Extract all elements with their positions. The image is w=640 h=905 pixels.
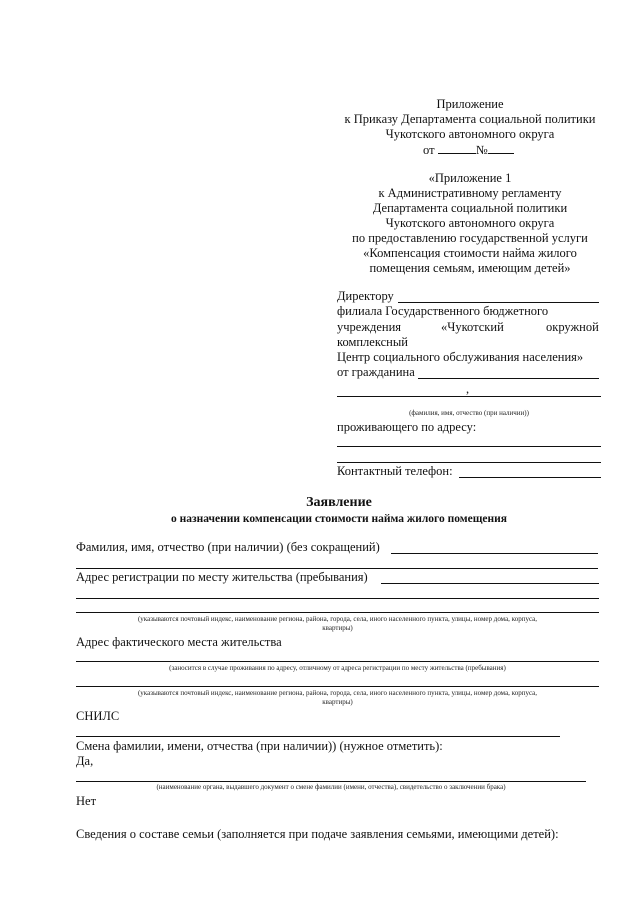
branch-line: филиала Государственного бюджетного — [337, 304, 549, 318]
document-subtitle: о назначении компенсации стоимости найма жилого помещения — [171, 513, 507, 525]
name-change-doc-hint: (наименование органа, выдавшего документ о смене фамилии (имени, отчества), свидетельство о заключении брака) — [156, 783, 506, 791]
actual-address-hint-3: квартиры) — [322, 698, 353, 706]
number-sign: № — [475, 143, 488, 157]
director-line[interactable] — [398, 302, 599, 303]
reg-address-line-2[interactable] — [76, 598, 599, 599]
reg-address-hint-2: квартиры) — [322, 624, 353, 632]
header-date-number — [423, 142, 514, 158]
institution-word-2: «Чукотский — [441, 320, 504, 334]
comma-mark: , — [466, 382, 470, 396]
actual-address-line-1[interactable] — [76, 661, 599, 662]
annex-line-5: по предоставлению государственной услуги — [352, 231, 588, 245]
full-name-line-2[interactable] — [76, 568, 598, 569]
date-blank[interactable] — [438, 142, 476, 154]
director-label: Директору — [337, 289, 394, 303]
name-change-doc-line[interactable] — [76, 781, 586, 782]
annex-line-2: к Административному регламенту — [378, 186, 562, 200]
full-name-line[interactable] — [391, 553, 598, 554]
name-change-yes[interactable]: Да, — [76, 754, 94, 768]
fio-hint: (фамилия, имя, отчество (при наличии)) — [409, 409, 529, 417]
name-change-no[interactable]: Нет — [76, 794, 97, 808]
phone-label: Контактный телефон: — [337, 464, 453, 478]
reg-address-line-1[interactable] — [381, 583, 599, 584]
institution-word-4: комплексный — [337, 335, 408, 349]
annex-line-7: помещения семьям, имеющим детей» — [369, 261, 571, 275]
address-line-2[interactable] — [337, 462, 601, 463]
reg-address-line-3[interactable] — [76, 612, 599, 613]
date-label: от — [423, 143, 435, 157]
from-citizen-label: от гражданина — [337, 365, 415, 379]
name-change-label: Смена фамилии, имени, отчества (при наличии)) (нужное отметить): — [76, 739, 443, 753]
institution-word-1: учреждения — [337, 320, 402, 334]
annex-line-6: «Компенсация стоимости найма жилого — [363, 246, 577, 260]
annex-line-3: Департамента социальной политики — [372, 201, 568, 215]
family-composition-label: Сведения о составе семьи (заполняется при подаче заявления семьями, имеющими детей): — [76, 827, 559, 841]
citizen-line-2[interactable] — [337, 396, 601, 397]
actual-address-line-2[interactable] — [76, 686, 599, 687]
actual-address-hint: (заносится в случае проживания по адресу, отличному от адреса регистрации по месту жительства (пребывания) — [169, 664, 506, 672]
reg-address-label: Адрес регистрации по месту жительства (пребывания) — [76, 570, 368, 584]
actual-address-label: Адрес фактического места жительства — [76, 635, 282, 649]
institution-word-3: окружной — [546, 320, 599, 334]
actual-address-hint-2: (указываются почтовый индекс, наименование региона, района, города, села, иного населенного пункта, улицы, номер дома, корпуса, — [137, 689, 538, 697]
address-line-1[interactable] — [337, 446, 601, 447]
citizen-line-1[interactable] — [418, 378, 599, 379]
number-blank[interactable] — [488, 142, 514, 154]
center-name: Центр социального обслуживания населения» — [337, 350, 584, 364]
reg-address-hint: (указываются почтовый индекс, наименование региона, района, города, села, иного населенного пункта, улицы, номер дома, корпуса, — [137, 615, 538, 623]
annex-line-4: Чукотского автономного округа — [385, 216, 555, 230]
phone-line[interactable] — [459, 477, 601, 478]
header-line-3: Чукотского автономного округа — [385, 127, 555, 141]
snils-label: СНИЛС — [76, 709, 120, 723]
header-line-1: Приложение — [436, 97, 504, 111]
full-name-label: Фамилия, имя, отчество (при наличии) (без сокращений) — [76, 540, 380, 554]
living-at-label: проживающего по адресу: — [337, 420, 477, 434]
annex-line-1: «Приложение 1 — [428, 171, 512, 185]
document-title: Заявление — [306, 495, 372, 510]
snils-line[interactable] — [76, 736, 560, 737]
header-line-2: к Приказу Департамента социальной политики — [344, 112, 596, 126]
